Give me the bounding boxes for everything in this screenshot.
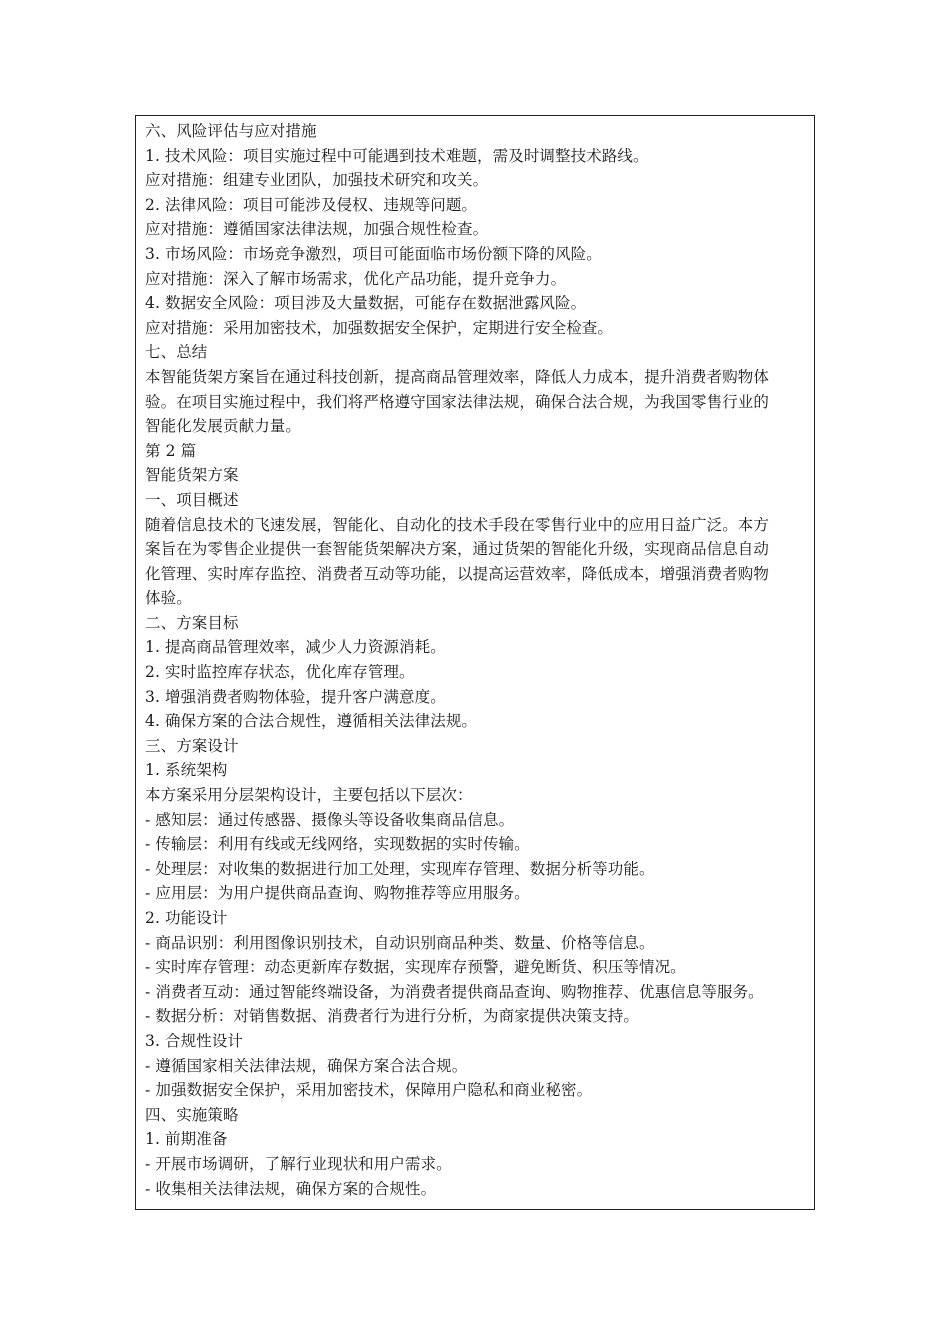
text-line: 六、风险评估与应对措施 [145,122,317,140]
text-line: 本智能货架方案旨在通过科技创新，提高商品管理效率，降低人力成本，提升消费者购物体 [145,367,770,386]
text-line: - 遵循国家相关法律法规，确保方案合法合规。 [145,1056,468,1075]
text-line: 1. 系统架构 [145,761,228,780]
text-line: 3. 市场风险：市场竞争激烈，项目可能面临市场份额下降的风险。 [145,244,602,263]
text-line: 体验。 [145,589,192,608]
text-line: - 收集相关法律法规，确保方案的合规性。 [145,1179,437,1198]
text-line: 验。在项目实施过程中，我们将严格遵守国家法律法规，确保合法合规，为我国零售行业的 [145,392,770,411]
text-line: 2. 功能设计 [145,909,228,927]
document-frame [135,115,815,1210]
text-line: 1. 前期准备 [145,1130,228,1149]
text-line: 4. 数据安全风险：项目涉及大量数据，可能存在数据泄露风险。 [145,294,587,313]
text-line: 应对措施：组建专业团队，加强技术研究和攻关。 [145,171,489,190]
text-line: 3. 合规性设计 [145,1031,244,1050]
text-line: - 感知层：通过传感器、摄像头等设备收集商品信息。 [145,810,515,829]
text-line: 4. 确保方案的合法合规性，遵循相关法律法规。 [145,712,478,731]
text-line: 3. 增强消费者购物体验，提升客户满意度。 [145,687,446,706]
text-line: 化管理、实时库存监控、消费者互动等功能，以提高运营效率，降低成本，增强消费者购物 [145,564,770,583]
text-line: - 实时库存管理：动态更新库存数据，实现库存预警，避免断货、积压等情况。 [145,958,686,977]
text-line: 1. 提高商品管理效率，减少人力资源消耗。 [145,638,446,657]
text-line: 四、实施策略 [145,1105,239,1124]
text-line: - 消费者互动：通过智能终端设备，为消费者提供商品查询、购物推荐、优惠信息等服务。 [145,982,764,1001]
text-line: 三、方案设计 [145,736,239,755]
text-line: 智能化发展贡献力量。 [145,417,302,436]
text-line: 应对措施：采用加密技术，加强数据安全保护，定期进行安全检查。 [145,318,614,337]
document-body [145,119,808,1201]
text-line: 智能货架方案 [145,466,239,485]
text-line: - 开展市场调研，了解行业现状和用户需求。 [145,1154,452,1173]
text-line: - 应用层：为用户提供商品查询、购物推荐等应用服务。 [145,884,530,903]
text-line: 二、方案目标 [145,613,239,632]
text-line: - 商品识别：利用图像识别技术，自动识别商品种类、数量、价格等信息。 [145,933,655,952]
text-line: 2. 实时监控库存状态，优化库存管理。 [145,663,415,682]
text-line: 应对措施：遵循国家法律法规，加强合规性检查。 [145,220,489,239]
text-line: 2. 法律风险：项目可能涉及侵权、违规等问题。 [145,195,478,214]
text-line: - 加强数据安全保护，采用加密技术，保障用户隐私和商业秘密。 [145,1081,593,1100]
text-line: 1. 技术风险：项目实施过程中可能遇到技术难题，需及时调整技术路线。 [145,146,649,165]
text-line: - 数据分析：对销售数据、消费者行为进行分析，为商家提供决策支持。 [145,1007,639,1026]
text-line: - 传输层：利用有线或无线网络，实现数据的实时传输。 [145,835,530,854]
text-line: 第 2 篇 [145,441,197,460]
text-line: 随着信息技术的飞速发展，智能化、自动化的技术手段在零售行业中的应用日益广泛。本方 [145,515,770,534]
text-line: 一、项目概述 [145,490,239,509]
text-line: 案旨在为零售企业提供一套智能货架解决方案，通过货架的智能化升级，实现商品信息自动 [145,540,770,559]
text-line: 应对措施：深入了解市场需求，优化产品功能，提升竞争力。 [145,269,567,288]
text-line: - 处理层：对收集的数据进行加工处理，实现库存管理、数据分析等功能。 [145,859,655,878]
text-line: 七、总结 [145,343,208,362]
text-line: 本方案采用分层架构设计，主要包括以下层次： [145,786,473,805]
